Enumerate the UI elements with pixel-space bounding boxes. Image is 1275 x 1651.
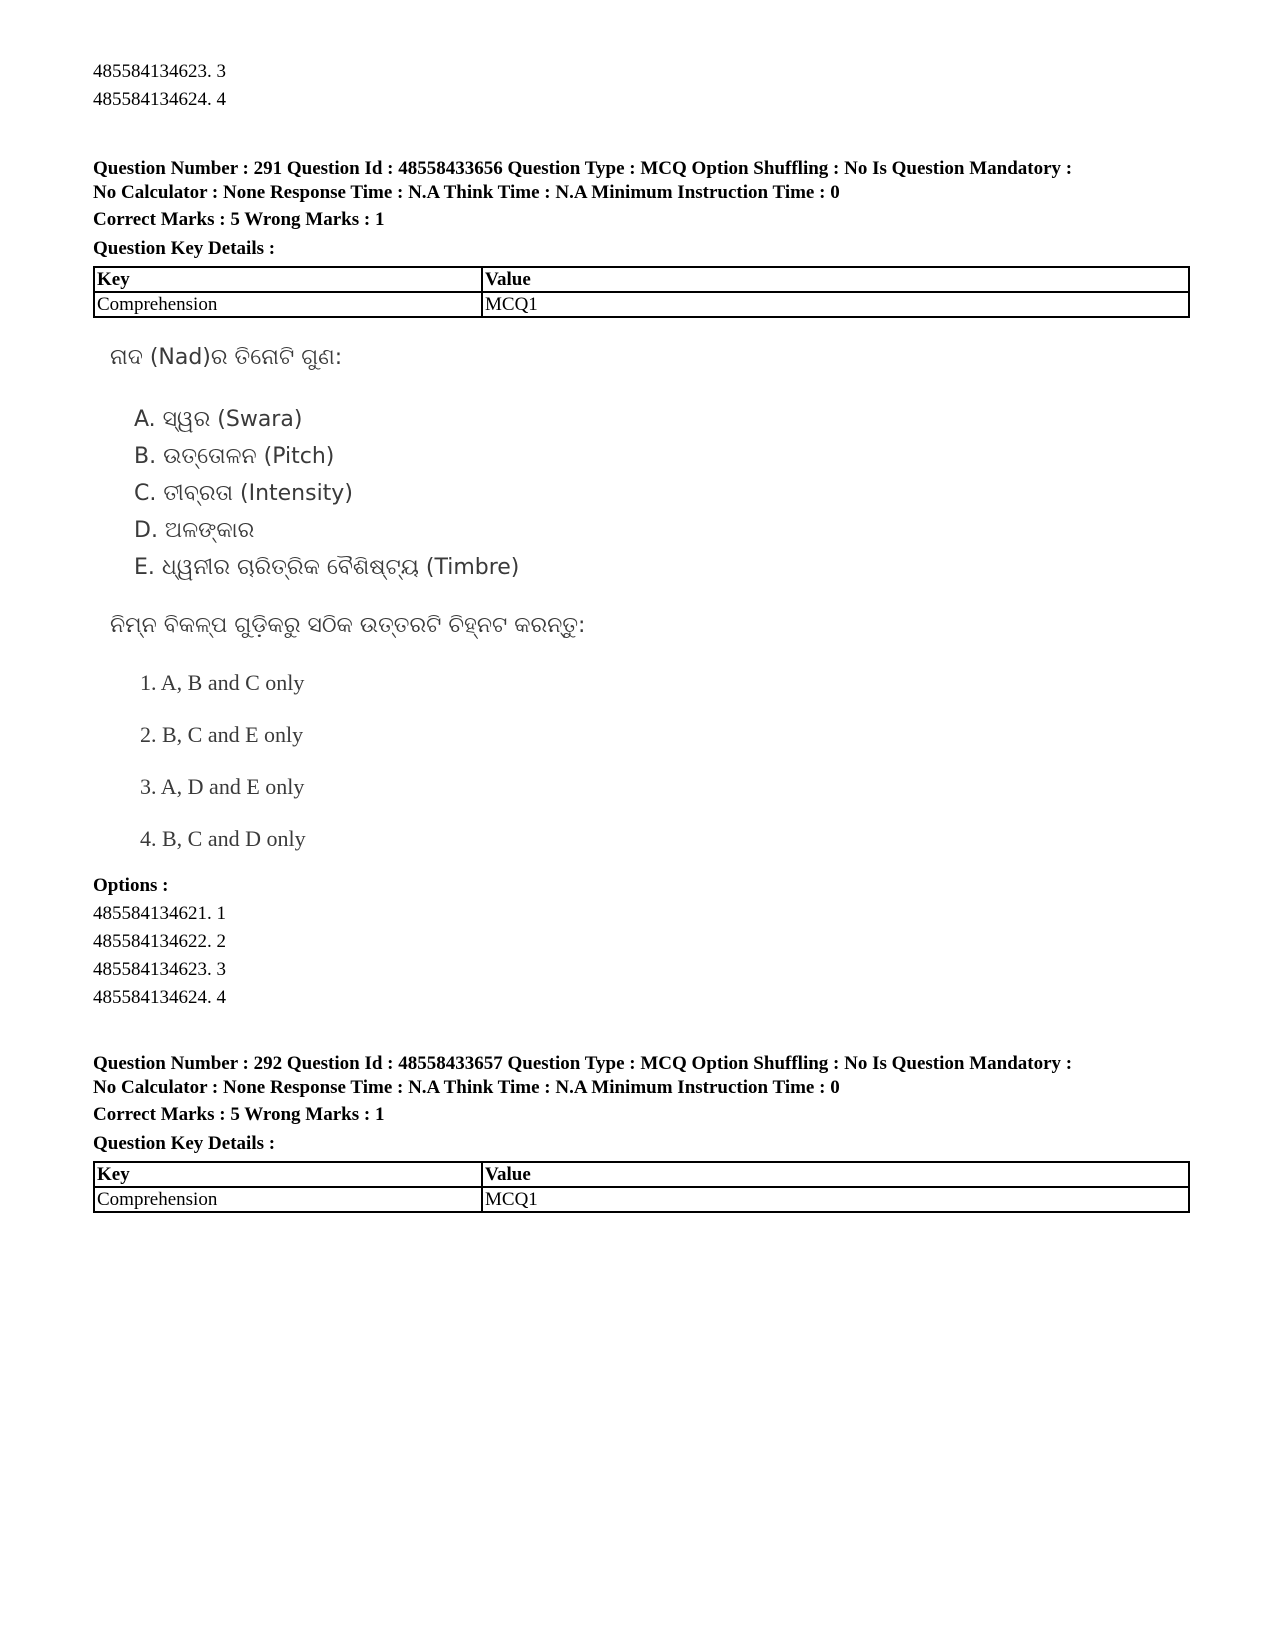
item-e-text: E. ଧ୍ୱନୀର ଚାରିତ୍ରିକ ବୈଶିଷ୍ଟ୍ୟ (Timbre) — [134, 555, 520, 580]
q292-header-line2: No Calculator : None Response Time : N.A Think Time : N.A Minimum Instruction Time : 0 — [93, 1077, 840, 1098]
item-b-text: B. ଉତ୍ତୋଳନ (Pitch) — [134, 444, 335, 469]
table-row — [94, 1187, 1189, 1212]
q291-option-1: 485584134621. 1 — [93, 903, 226, 924]
instruction-text: ନିମ୍ନ ବିକଳ୍ପ ଗୁଡ଼ିକରୁ ସଠିକ ଉତ୍ତରଟି ଚିହ୍ନଟ କରନ୍ତୁ: — [110, 613, 586, 638]
q292-header-line1: Question Number : 292 Question Id : 48558433657 Question Type : MCQ Option Shuffling : No Is Question Mandatory : — [93, 1053, 1073, 1074]
q291-header-line1: Question Number : 291 Question Id : 48558433656 Question Type : MCQ Option Shuffling : No Is Question Mandatory : — [93, 158, 1073, 179]
q291-question-stem — [110, 344, 342, 370]
table-cell-key: Comprehension — [94, 292, 482, 317]
q292-marks: Correct Marks : 5 Wrong Marks : 1 — [93, 1104, 385, 1125]
question-stem-text: ନାଦ (Nad)ର ତିନୋଟି ଗୁଣ: — [110, 345, 343, 370]
table-header-value: Value — [482, 1162, 1189, 1187]
top-option-3: 485584134623. 3 — [93, 61, 226, 82]
q291-choice-2: 2. B, C and E only — [140, 722, 304, 747]
q291-options-label: Options : — [93, 875, 169, 896]
q291-item-c — [134, 480, 353, 506]
q291-option-4: 485584134624. 4 — [93, 987, 226, 1008]
table-row — [94, 292, 1189, 317]
q291-marks: Correct Marks : 5 Wrong Marks : 1 — [93, 209, 385, 230]
q291-header — [93, 157, 1193, 205]
q291-choice-1: 1. A, B and C only — [140, 670, 305, 695]
table-header-row — [94, 1162, 1189, 1187]
item-c-text: C. ତୀବ୍ରତା (Intensity) — [134, 481, 353, 506]
table-header-key: Key — [94, 267, 482, 292]
q292-header — [93, 1052, 1193, 1100]
q291-instruction — [110, 612, 585, 638]
q291-option-3: 485584134623. 3 — [93, 959, 226, 980]
q291-item-b — [134, 443, 334, 469]
table-cell-key: Comprehension — [94, 1187, 482, 1212]
item-a-text: A. ସ୍ୱର (Swara) — [134, 407, 303, 432]
item-d-text: D. ଅଳଙ୍କାର — [134, 518, 255, 543]
q291-item-d — [134, 517, 254, 543]
table-header-row — [94, 267, 1189, 292]
q292-key-details-label: Question Key Details : — [93, 1133, 276, 1154]
table-cell-value: MCQ1 — [482, 292, 1189, 317]
table-header-key: Key — [94, 1162, 482, 1187]
table-header-value: Value — [482, 267, 1189, 292]
q292-key-table — [93, 1161, 1190, 1213]
q291-item-a — [134, 406, 302, 432]
q291-choice-4: 4. B, C and D only — [140, 826, 306, 851]
q291-key-table — [93, 266, 1190, 318]
q291-header-line2: No Calculator : None Response Time : N.A Think Time : N.A Minimum Instruction Time : 0 — [93, 182, 840, 203]
q291-choice-3: 3. A, D and E only — [140, 774, 305, 799]
q291-option-2: 485584134622. 2 — [93, 931, 226, 952]
top-option-4: 485584134624. 4 — [93, 89, 226, 110]
table-cell-value: MCQ1 — [482, 1187, 1189, 1212]
q291-key-details-label: Question Key Details : — [93, 238, 276, 259]
q291-item-e — [134, 554, 519, 580]
